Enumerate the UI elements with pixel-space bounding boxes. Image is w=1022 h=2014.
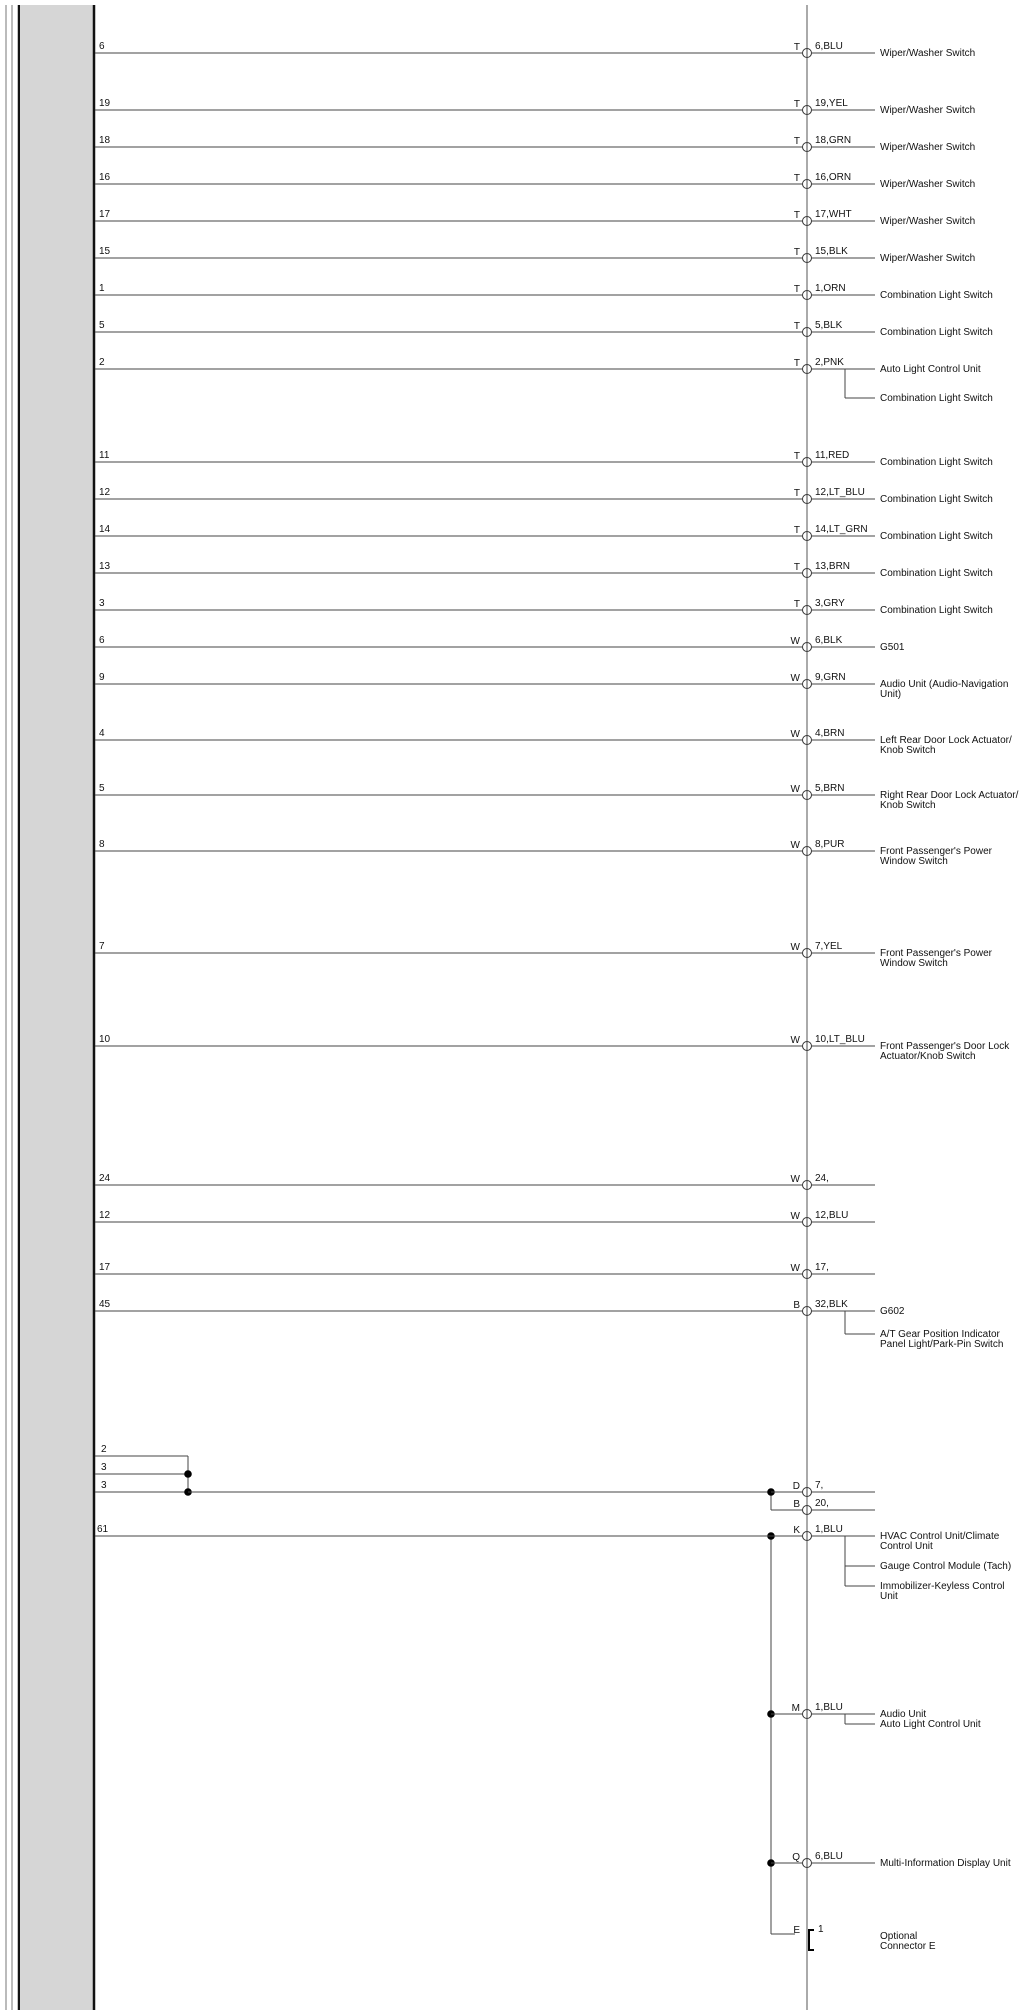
wire-code: 19,YEL (815, 98, 848, 109)
destination-label: Audio Unit (880, 1709, 927, 1720)
connector-letter: B (793, 1499, 800, 1510)
pin-number: 19 (99, 98, 111, 109)
destination-label: Wiper/Washer Switch (880, 105, 976, 116)
wire-code: 1,BLU (815, 1702, 843, 1713)
connector-letter: T (793, 210, 800, 221)
destination-label: Combination Light Switch (880, 290, 993, 301)
connector-letter: W (790, 636, 800, 647)
pin-number: 14 (99, 524, 111, 535)
wire-code: 15,BLK (815, 246, 848, 257)
wire-code: 1,ORN (815, 283, 846, 294)
destination-label: Immobilizer-Keyless Control (880, 1581, 1005, 1592)
wire-code: 8,PUR (815, 839, 845, 850)
wire-code: 4,BRN (815, 728, 845, 739)
destination-label: Unit (880, 1591, 898, 1602)
connector-letter: M (791, 1703, 800, 1714)
wire-code: 13,BRN (815, 561, 851, 572)
wire-code: 3,GRY (815, 598, 845, 609)
connector-letter: T (793, 321, 800, 332)
wire-code: 6,BLU (815, 1851, 843, 1862)
connector-letter: T (793, 488, 800, 499)
pin-number: 13 (99, 561, 111, 572)
wire-code: 12,LT_BLU (815, 487, 865, 498)
connector-letter: W (790, 1174, 800, 1185)
wire-code: 17, (815, 1262, 829, 1273)
pin-number: 15 (99, 246, 111, 257)
destination-label: Panel Light/Park-Pin Switch (880, 1339, 1004, 1350)
connector-letter: W (790, 1211, 800, 1222)
wire-code: 10,LT_BLU (815, 1034, 865, 1045)
pin-number: 12 (99, 1210, 111, 1221)
connector-letter: W (790, 784, 800, 795)
connector-letter: T (793, 451, 800, 462)
wire-code: 17,WHT (815, 209, 852, 220)
wire-code: 24, (815, 1173, 829, 1184)
connector-letter: T (793, 173, 800, 184)
destination-label: Connector E (880, 1941, 936, 1952)
destination-label: Front Passenger's Door Lock (880, 1041, 1010, 1052)
pin-number: 9 (99, 672, 105, 683)
destination-label: Front Passenger's Power (880, 948, 992, 959)
pin-number: 10 (99, 1034, 111, 1045)
wire-code: 1,BLU (815, 1524, 843, 1535)
pin-number: 24 (99, 1173, 111, 1184)
destination-label: Wiper/Washer Switch (880, 142, 976, 153)
connector-letter: T (793, 42, 800, 53)
wire-code: 11,RED (815, 450, 850, 461)
connector-letter: K (793, 1525, 800, 1536)
connector-letter: T (793, 358, 800, 369)
connector-letter: W (790, 729, 800, 740)
wire-code: 32,BLK (815, 1299, 848, 1310)
destination-label: Combination Light Switch (880, 494, 993, 505)
pin-number: 12 (99, 487, 111, 498)
wire-code: 6,BLK (815, 635, 843, 646)
pin-number: 1 (99, 283, 105, 294)
destination-label: HVAC Control Unit/Climate (880, 1531, 1000, 1542)
destination-label: Combination Light Switch (880, 393, 993, 404)
destination-label: Front Passenger's Power (880, 846, 992, 857)
control-unit-block (20, 5, 94, 2010)
pin-number: 2 (99, 357, 105, 368)
destination-label: Wiper/Washer Switch (880, 48, 976, 59)
wire-code: 5,BLK (815, 320, 843, 331)
pin-number: 3 (101, 1462, 107, 1473)
connector-letter: E (793, 1925, 800, 1936)
pin-number: 4 (99, 728, 105, 739)
pin-number: 11 (99, 450, 110, 461)
connector-letter: W (790, 840, 800, 851)
pin-number: 7 (99, 941, 105, 952)
connector-letter: T (793, 284, 800, 295)
destination-label: Control Unit (880, 1541, 933, 1552)
wire-code: 16,ORN (815, 172, 852, 183)
wire-code: 6,BLU (815, 41, 843, 52)
destination-label: Combination Light Switch (880, 605, 993, 616)
wire-code: 18,GRN (815, 135, 852, 146)
pin-number: 5 (99, 320, 105, 331)
pin-number: 5 (99, 783, 105, 794)
destination-label: Optional (880, 1931, 918, 1942)
pin-number: 17 (99, 1262, 111, 1273)
destination-label: Wiper/Washer Switch (880, 179, 976, 190)
connector-letter: B (793, 1300, 800, 1311)
destination-label: Window Switch (880, 958, 948, 969)
connector-letter: W (790, 673, 800, 684)
connector-letter: T (793, 525, 800, 536)
connector-letter: T (793, 562, 800, 573)
pin-number: 6 (99, 635, 105, 646)
wire-code: 9,GRN (815, 672, 846, 683)
destination-label: A/T Gear Position Indicator (880, 1329, 1000, 1340)
destination-label: Wiper/Washer Switch (880, 253, 976, 264)
splice-dot (184, 1470, 192, 1478)
wire-code: 7, (815, 1480, 824, 1491)
wire-code: 20, (815, 1498, 829, 1509)
wire-code: 5,BRN (815, 783, 845, 794)
destination-label: Knob Switch (880, 745, 936, 756)
connector-letter: Q (792, 1852, 800, 1863)
connector-letter: D (792, 1481, 800, 1492)
destination-label: Gauge Control Module (Tach) (880, 1561, 1012, 1572)
pin-number: 18 (99, 135, 111, 146)
pin-number: 3 (101, 1480, 107, 1491)
destination-label: Multi-Information Display Unit (880, 1858, 1011, 1869)
destination-label: Knob Switch (880, 800, 936, 811)
destination-label: Combination Light Switch (880, 531, 993, 542)
wire-code: 7,YEL (815, 941, 843, 952)
pin-number: 6 (99, 41, 105, 52)
destination-label: Audio Unit (Audio-Navigation (880, 679, 1009, 690)
destination-label: Auto Light Control Unit (880, 364, 981, 375)
connector-letter: W (790, 1035, 800, 1046)
pin-number: 17 (99, 209, 111, 220)
destination-label: Combination Light Switch (880, 568, 993, 579)
destination-label: Right Rear Door Lock Actuator/ (880, 790, 1019, 801)
destination-label: Unit) (880, 689, 902, 700)
pin-number: 45 (99, 1299, 111, 1310)
destination-label: G501 (880, 642, 905, 653)
pin-number: 16 (99, 172, 111, 183)
connector-letter: T (793, 136, 800, 147)
destination-label: G602 (880, 1306, 905, 1317)
wire-code: 14,LT_GRN (815, 524, 868, 535)
destination-label: Combination Light Switch (880, 327, 993, 338)
pin-number: 61 (97, 1524, 109, 1535)
pin-number: 8 (99, 839, 105, 850)
connector-letter: W (790, 942, 800, 953)
pin-number: 3 (99, 598, 105, 609)
destination-label: Combination Light Switch (880, 457, 993, 468)
destination-label: Actuator/Knob Switch (880, 1051, 976, 1062)
connector-letter: T (793, 99, 800, 110)
pin-number: 1 (818, 1924, 824, 1935)
wire-code: 2,PNK (815, 357, 844, 368)
connector-letter: T (793, 599, 800, 610)
destination-label: Window Switch (880, 856, 948, 867)
destination-label: Left Rear Door Lock Actuator/ (880, 735, 1012, 746)
destination-label: Auto Light Control Unit (880, 1719, 981, 1730)
pin-number: 2 (101, 1444, 107, 1455)
connector-letter: W (790, 1263, 800, 1274)
connector-letter: T (793, 247, 800, 258)
wire-code: 12,BLU (815, 1210, 849, 1221)
destination-label: Wiper/Washer Switch (880, 216, 976, 227)
